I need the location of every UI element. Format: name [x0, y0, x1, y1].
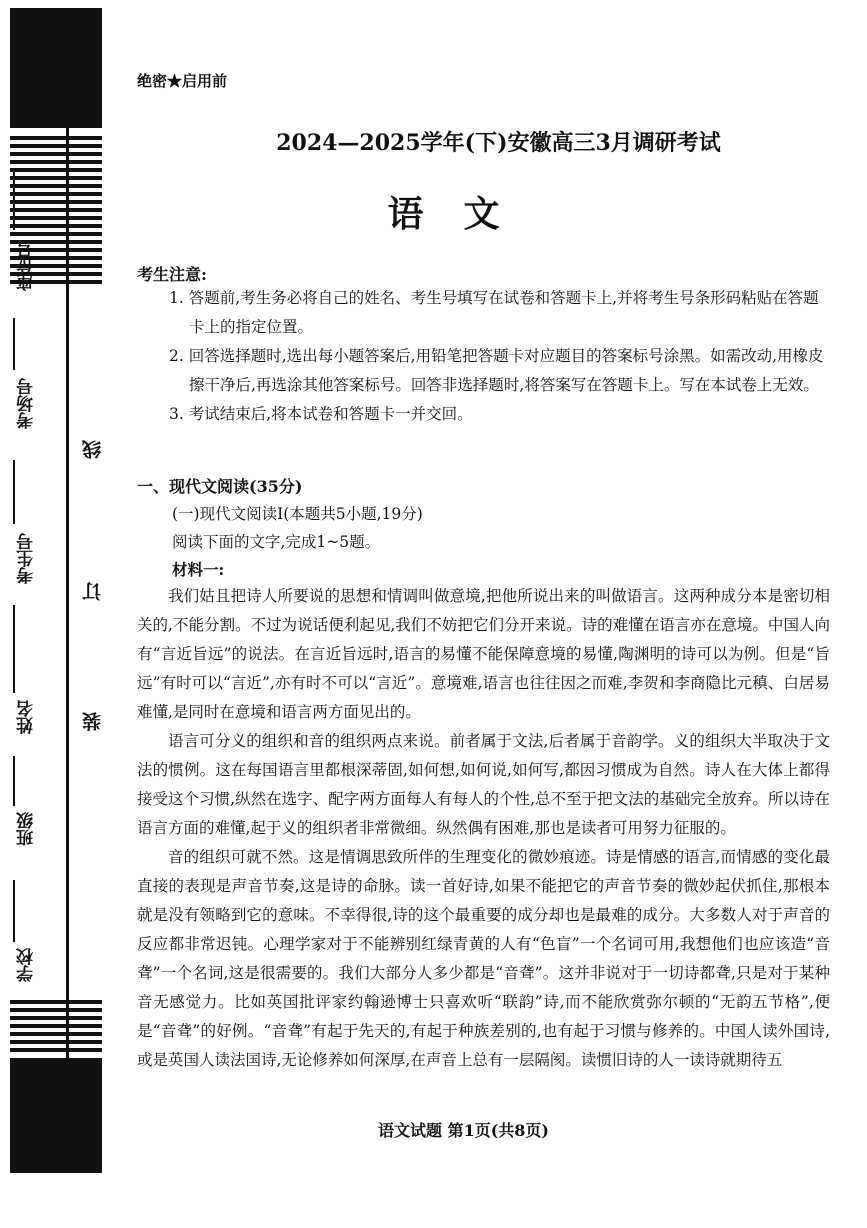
- notice-item: 3. 考试结束后,将本试卷和答题卡一并交回。: [169, 405, 473, 423]
- field-room: [14, 378, 42, 429]
- field-school-line: [13, 880, 15, 942]
- field-candidate: [14, 533, 42, 584]
- field-name-label: 姓名: [17, 700, 37, 734]
- field-school: [14, 948, 42, 982]
- field-name-line: [13, 605, 15, 693]
- notice-item: 1. 答题前,考生务必将自己的姓名、考生号填写在试卷和答题卡上,并将考生号条形码粘贴在答题卡上的指定位置。: [169, 289, 819, 336]
- field-seat-label: 座位号: [17, 240, 37, 291]
- instruction-text: 阅读下面的文字,完成1~5题。: [172, 533, 381, 551]
- passage-paragraph: 我们姑且把诗人所要说的思想和情调叫做意境,把他所说出来的叫做语言。这两种成分本是密切相关的,不能分割。不过为说话便利起见,我们不妨把它们分开来说。诗的难懂在语言亦在意境。中国人向有“言近旨远”的说法。在言近旨远时,语言的易懂不能保障意境的易懂,陶渊明的诗可以为例。但是“旨远”有时可以“言近”,亦有时不可以“言近”。意境难,语言也往往因之而难,李贺和李商隐比元稹、白居易难懂,是同时在意境和语言两方面见出的。: [137, 587, 830, 721]
- notice-list: [137, 284, 832, 429]
- page-footer: 语文试题 第1页(共8页): [378, 1121, 549, 1140]
- field-seat: [14, 240, 42, 291]
- field-class-line: [13, 756, 15, 806]
- binding-block-bottom: [10, 1058, 102, 1173]
- notice-item: 2. 回答选择题时,选出每小题答案后,用铅笔把答题卡对应题目的答案标号涂黑。如需改动,用橡皮擦干净后,再选涂其他答案标号。回答非选择题时,将答案写在答题卡上。写在本试卷上无效。: [169, 347, 824, 394]
- binding-word-zhuang: 装: [82, 712, 104, 731]
- exam-title: 2024—2025学年(下)安徽高三3月调研考试: [276, 130, 721, 156]
- notice-heading: 考生注意:: [137, 265, 207, 284]
- confidential-mark: 绝密★启用前: [137, 72, 228, 90]
- binding-bars-lower: [10, 1000, 102, 1056]
- binding-block-top: [10, 8, 102, 128]
- binding-line: [66, 125, 69, 1075]
- field-class: [14, 812, 42, 846]
- field-candidate-label: 考生号: [17, 533, 37, 584]
- passage-paragraph: 音的组织可就不然。这是情调思致所伴的生理变化的微妙痕迹。诗是情感的语言,而情感的变化最直接的表现是声音节奏,这是诗的命脉。读一首好诗,如果不能把它的声音节奏的微妙起伏抓住,那根本就是没有领略到它的意味。不幸得很,诗的这个最重要的成分却也是最难的成分。大多数人对于声音的反应都非常迟钝。心理学家对于不能辨别红绿青黄的人有“色盲”一个名词可用,我想他们也应该造“音聋”一个名词,这是很需要的。我们大部分人多少都是“音聋”。这并非说对于一切诗都聋,只是对于某种音无感觉力。比如英国批评家约翰逊博士只喜欢听“联韵”诗,而不能欣赏弥尔顿的“无韵五节格”,便是“音聋”的好例。“音聋”有起于先天的,有起于种族差别的,也有起于习惯与修养的。中国人读外国诗,或是英国人读法国诗,无论修养如何深厚,在声音上总有一层隔阂。读惯旧诗的人一读诗就期待五: [137, 848, 830, 1069]
- passage-body: [137, 582, 830, 1075]
- binding-word-xian: 线: [82, 440, 104, 459]
- section-title: 一、现代文阅读(35分): [137, 477, 303, 496]
- passage-paragraph: 语言可分义的组织和音的组织两点来说。前者属于文法,后者属于音韵学。义的组织大半取决于文法的惯例。这在每国语言里都根深蒂固,如何想,如何说,如何写,都因习惯成为自然。诗人在大体上都得接受这个习惯,纵然在选字、配字两方面每人有每人的个性,总不至于把文法的基础完全放弃。所以诗在语言方面的难懂,起于义的组织者非常微细。纵然偶有困难,那也是读者可用努力征服的。: [137, 732, 830, 837]
- field-candidate-line: [13, 460, 15, 524]
- subsection-title: (一)现代文阅读Ⅰ(本题共5小题,19分): [172, 505, 423, 523]
- field-room-line: [13, 318, 15, 370]
- field-name: [14, 700, 42, 734]
- material-label: 材料一:: [172, 560, 225, 579]
- binding-word-ding: 订: [82, 582, 104, 601]
- field-room-label: 考场号: [17, 378, 37, 429]
- binding-strip: [0, 0, 130, 1228]
- field-class-label: 班级: [17, 812, 37, 846]
- field-school-label: 学校: [17, 948, 37, 982]
- subject-title: 语文: [387, 193, 540, 235]
